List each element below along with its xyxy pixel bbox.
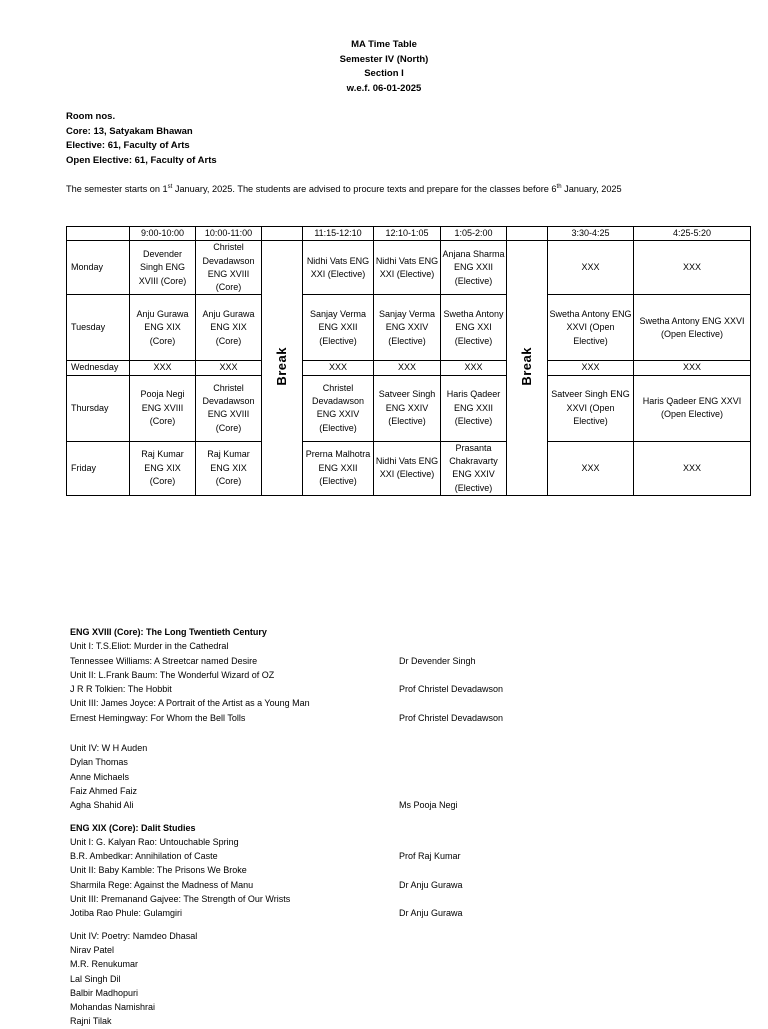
class-cell: XXX	[634, 241, 751, 295]
class-cell: XXX	[374, 361, 441, 375]
class-cell: Swetha Antony ENG XXVI (Open Elective)	[634, 295, 751, 361]
class-cell: Satveer Singh ENG XXIV (Elective)	[374, 375, 441, 441]
class-cell: XXX	[130, 361, 196, 375]
syllabus-line	[70, 668, 750, 682]
class-cell: Anju Gurawa ENG XIX (Core)	[196, 295, 262, 361]
day-cell: Wednesday	[67, 361, 130, 375]
syllabus-text: ENG XVIII (Core): The Long Twentieth Century	[70, 627, 267, 637]
day-cell: Thursday	[67, 375, 130, 441]
syllabus-line	[70, 863, 750, 877]
class-cell: XXX	[196, 361, 262, 375]
class-cell: Swetha Antony ENG XXI (Elective)	[441, 295, 507, 361]
room-open-elective: Open Elective: 61, Faculty of Arts	[66, 154, 217, 166]
syllabus-line	[70, 957, 750, 971]
syllabus-line	[70, 943, 750, 957]
class-cell: Raj Kumar ENG XIX (Core)	[130, 441, 196, 495]
document-title: MA Time Table	[351, 39, 417, 50]
slot-header: 10:00-11:00	[196, 227, 262, 241]
syllabus-text: Rajni Tilak	[70, 1016, 112, 1027]
syllabus-text: Unit IV: W H Auden	[70, 743, 148, 754]
syllabus-text: Unit II: Baby Kamble: The Prisons We Broke	[70, 865, 247, 876]
syllabus-line	[70, 878, 750, 892]
syllabus-text: Jotiba Rao Phule: Gulamgiri	[70, 908, 183, 919]
teacher-name: Dr Anju Gurawa	[399, 908, 463, 919]
class-cell: Haris Qadeer ENG XXVI (Open Elective)	[634, 375, 751, 441]
note-sup-2: th	[556, 183, 562, 190]
teacher-name: Dr Devender Singh	[399, 655, 476, 666]
syllabus-text: Agha Shahid Ali	[70, 800, 134, 811]
course-heading	[70, 625, 750, 639]
note-sup-1: st	[167, 183, 173, 190]
rooms-heading: Room nos.	[66, 111, 116, 122]
break-label: Break	[274, 346, 290, 386]
room-elective: Elective: 61, Faculty of Arts	[66, 140, 190, 151]
syllabus-line	[70, 892, 750, 906]
syllabus-text: Dylan Thomas	[70, 757, 128, 768]
timetable-header-row	[67, 227, 751, 241]
slot-header: 12:10-1:05	[374, 227, 441, 241]
note-text-2: January, 2025. The students are advised to procure texts and prepare for the classes before 6	[172, 184, 557, 194]
syllabus-text: Anne Michaels	[70, 771, 130, 782]
syllabus-text: Unit I: T.S.Eliot: Murder in the Cathedral	[70, 641, 229, 652]
timetable-row	[67, 241, 751, 295]
class-cell: Devender Singh ENG XVIII (Core)	[130, 241, 196, 295]
class-cell: XXX	[441, 361, 507, 375]
syllabus-text: Balbir Madhopuri	[70, 987, 139, 998]
class-cell: Christel Devadawson ENG XXIV (Elective)	[303, 375, 374, 441]
class-cell: Satveer Singh ENG XXVI (Open Elective)	[548, 375, 634, 441]
class-cell: Sanjay Verma ENG XXII (Elective)	[303, 295, 374, 361]
break-cell	[262, 241, 303, 496]
timetable-row	[67, 295, 751, 361]
syllabus-text: Faiz Ahmed Faiz	[70, 785, 138, 796]
class-cell: Nidhi Vats ENG XXI (Elective)	[374, 441, 441, 495]
syllabus-line	[70, 929, 750, 943]
syllabus-line	[70, 711, 750, 725]
class-cell: Prerna Malhotra ENG XXII (Elective)	[303, 441, 374, 495]
syllabus-line	[70, 639, 750, 653]
semester-note	[66, 183, 622, 196]
syllabus-line	[70, 986, 750, 1000]
syllabus	[70, 625, 750, 1029]
class-cell: XXX	[634, 441, 751, 495]
class-cell: Raj Kumar ENG XIX (Core)	[196, 441, 262, 495]
class-cell: Pooja Negi ENG XVIII (Core)	[130, 375, 196, 441]
day-cell: Tuesday	[67, 295, 130, 361]
class-cell: XXX	[548, 241, 634, 295]
teacher-name: Dr Anju Gurawa	[399, 879, 463, 890]
class-cell: Haris Qadeer ENG XXII (Elective)	[441, 375, 507, 441]
class-cell: XXX	[303, 361, 374, 375]
syllabus-text: Unit IV: Poetry: Namdeo Dhasal	[70, 930, 198, 941]
room-core: Core: 13, Satyakam Bhawan	[66, 125, 193, 137]
syllabus-text: M.R. Renukumar	[70, 959, 139, 970]
slot-header: 1:05-2:00	[441, 227, 507, 241]
timetable-row	[67, 375, 751, 441]
timetable	[66, 226, 751, 496]
syllabus-line	[70, 849, 750, 863]
teacher-name: Ms Pooja Negi	[399, 800, 458, 811]
class-cell: Prasanta Chakravarty ENG XXIV (Elective)	[441, 441, 507, 495]
syllabus-line	[70, 906, 750, 920]
class-cell: Christel Devadawson ENG XVIII (Core)	[196, 241, 262, 295]
syllabus-line	[70, 741, 750, 755]
syllabus-line	[70, 972, 750, 986]
spacer	[70, 725, 750, 741]
syllabus-text: Unit III: James Joyce: A Portrait of the Artist as a Young Man	[70, 698, 310, 709]
syllabus-text: J R R Tolkien: The Hobbit	[70, 684, 172, 695]
class-cell: Anju Gurawa ENG XIX (Core)	[130, 295, 196, 361]
class-cell: Nidhi Vats ENG XXI (Elective)	[374, 241, 441, 295]
class-cell: XXX	[548, 441, 634, 495]
syllabus-text: Sharmila Rege: Against the Madness of Manu	[70, 879, 254, 890]
syllabus-text: Unit III: Premanand Gajvee: The Strength of Our Wrists	[70, 894, 291, 905]
class-cell: Swetha Antony ENG XXVI (Open Elective)	[548, 295, 634, 361]
syllabus-line	[70, 1000, 750, 1014]
teacher-name: Prof Christel Devadawson	[399, 712, 504, 723]
syllabus-line	[70, 654, 750, 668]
course-heading	[70, 821, 750, 835]
slot-header: 9:00-10:00	[130, 227, 196, 241]
slot-header: 3:30-4:25	[548, 227, 634, 241]
syllabus-text: ENG XIX (Core): Dalit Studies	[70, 822, 196, 833]
document-header	[0, 38, 768, 96]
syllabus-line	[70, 755, 750, 769]
syllabus-text: B.R. Ambedkar: Annihilation of Caste	[70, 851, 218, 862]
timetable-row	[67, 441, 751, 495]
header-corner-cell	[67, 227, 130, 241]
syllabus-text: Nirav Patel	[70, 944, 115, 955]
note-text-1: The semester starts on 1	[66, 184, 168, 194]
day-cell: Friday	[67, 441, 130, 495]
class-cell: Nidhi Vats ENG XXI (Elective)	[303, 241, 374, 295]
syllabus-line	[70, 696, 750, 710]
syllabus-line	[70, 682, 750, 696]
note-text-3: January, 2025	[561, 184, 622, 194]
spacer	[70, 813, 750, 821]
section-label: Section I	[364, 68, 404, 79]
syllabus-text: Tennessee Williams: A Streetcar named Desire	[70, 655, 258, 666]
break-header-cell	[507, 227, 548, 241]
spacer	[70, 921, 750, 929]
break-cell	[507, 241, 548, 496]
syllabus-text: Ernest Hemingway: For Whom the Bell Tolls	[70, 712, 246, 723]
timetable-row	[67, 361, 751, 375]
room-numbers	[66, 110, 217, 168]
class-cell: XXX	[548, 361, 634, 375]
teacher-name: Prof Raj Kumar	[399, 851, 461, 862]
syllabus-line	[70, 1014, 750, 1028]
syllabus-text: Unit I: G. Kalyan Rao: Untouchable Spring	[70, 836, 239, 847]
class-cell: Anjana Sharma ENG XXII (Elective)	[441, 241, 507, 295]
teacher-name: Prof Christel Devadawson	[399, 684, 504, 695]
slot-header: 4:25-5:20	[634, 227, 751, 241]
class-cell: Sanjay Verma ENG XXIV (Elective)	[374, 295, 441, 361]
break-label: Break	[519, 346, 535, 386]
syllabus-line	[70, 770, 750, 784]
syllabus-line	[70, 784, 750, 798]
syllabus-text: Lal Singh Dil	[70, 973, 121, 984]
class-cell: Christel Devadawson ENG XVIII (Core)	[196, 375, 262, 441]
semester-label: Semester IV (North)	[339, 53, 429, 65]
slot-header: 11:15-12:10	[303, 227, 374, 241]
day-cell: Monday	[67, 241, 130, 295]
class-cell: XXX	[634, 361, 751, 375]
break-header-cell	[262, 227, 303, 241]
effective-date: w.e.f. 06-01-2025	[346, 82, 422, 94]
syllabus-text: Mohandas Namishrai	[70, 1002, 156, 1013]
syllabus-text: Unit II: L.Frank Baum: The Wonderful Wizard of OZ	[70, 669, 275, 680]
syllabus-line	[70, 798, 750, 812]
syllabus-line	[70, 835, 750, 849]
